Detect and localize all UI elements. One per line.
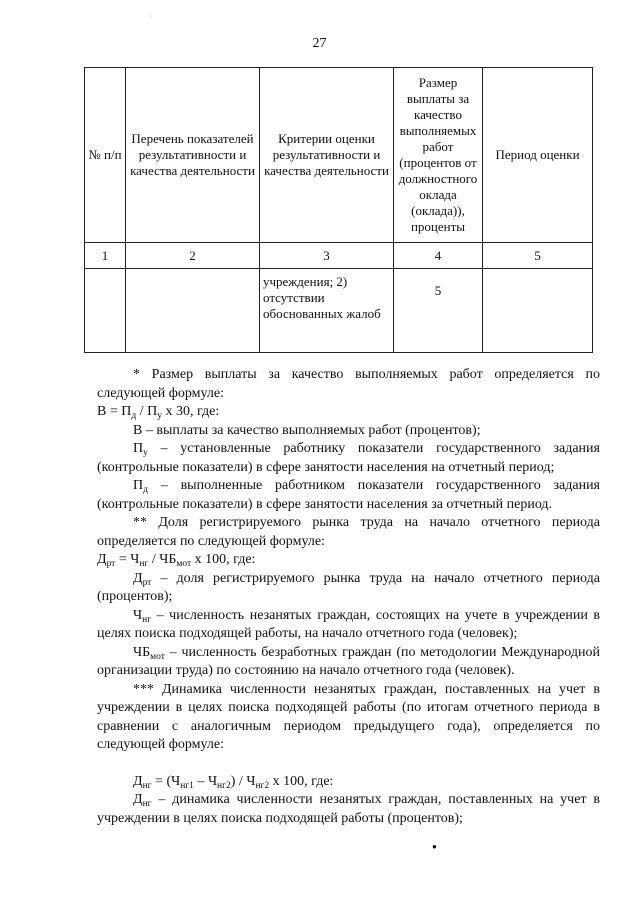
term-subscript: нг <box>142 614 152 625</box>
formula-text: х 100, где: <box>191 552 256 567</box>
term: Ч <box>133 607 143 623</box>
definition-dng <box>97 791 600 828</box>
formula-text: – Ч <box>193 773 218 789</box>
table-header-row <box>85 68 593 243</box>
note-2: ** Доля регистрируемого рынка труда на начало отчетного периода определяется по следующей формуле: <box>97 515 600 549</box>
header-cell-indicators: Перечень показателей результативности и качества деятельности <box>126 68 260 243</box>
definition-pd <box>97 477 600 514</box>
header-cell-period: Период оценки <box>483 68 593 243</box>
definition-v: В – выплаты за качество выполняемых работ (процентов); <box>133 422 481 438</box>
note-1: * Размер выплаты за качество выполняемых работ определяется по следующей формуле: <box>97 367 600 401</box>
row-period-cell <box>483 269 593 353</box>
header-cell-payment: Размер выплаты за качество выполняемых работ (процентов от должностного оклада (оклада)), проценты <box>394 68 483 243</box>
column-number-5: 5 <box>483 243 593 269</box>
formula-text: / ЧБ <box>148 552 177 567</box>
scan-speck: · <box>150 12 153 21</box>
definition-pu <box>97 440 600 477</box>
formula-subscript: у <box>157 411 162 421</box>
formula-text: х 100, где: <box>269 773 334 789</box>
column-number-4: 4 <box>394 243 483 269</box>
formula-subscript: д <box>131 411 137 421</box>
column-numbers-row <box>85 243 593 269</box>
row-number-cell <box>85 269 126 353</box>
formula-text: Д <box>97 552 107 567</box>
note-3: *** Динамика численности незанятых граждан, поставленных на учет в учреждении в целях поиска подходящей работы (по итогам отчетного периода в сравнении с аналогичным периодом предыдущего года), определяется по следующей формуле: <box>97 681 600 752</box>
definition-text: – численность незанятых граждан, состоящих на учете в учреждении в целях поиска подходящей работы, на начало отчетного года (человек); <box>97 607 600 641</box>
formula-share <box>97 551 600 570</box>
term: Д <box>133 792 143 807</box>
formula-subscript: нг2 <box>217 780 231 791</box>
term: ЧБ <box>133 644 151 660</box>
column-number-1: 1 <box>85 243 126 269</box>
formula-text: ) / Ч <box>230 773 256 789</box>
footnotes <box>97 366 600 828</box>
header-cell-number: № п/п <box>85 68 126 243</box>
table-row <box>85 269 593 353</box>
row-payment-cell: 5 <box>394 269 483 353</box>
term-subscript: у <box>143 448 148 458</box>
definition-chng <box>97 607 600 644</box>
term: П <box>133 478 144 493</box>
formula-subscript: рт <box>106 559 116 569</box>
formula-subscript: нг <box>139 559 149 569</box>
formula-text: В = П <box>97 404 132 419</box>
column-number-3: 3 <box>260 243 394 269</box>
row-indicator-cell <box>126 269 260 353</box>
definition-text: – выполненные работником показатели государственного задания (контрольные показатели) в сфере занятости населения за отчетный период. <box>97 478 600 512</box>
formula-text: Д <box>133 773 143 789</box>
term: Д <box>133 570 143 586</box>
definition-text: – численность безработных граждан (по методологии Международной организации труда) по состоянию на начало отчетного года (человек). <box>97 644 600 678</box>
term-subscript: мот <box>150 651 165 662</box>
formula-subscript: нг1 <box>180 780 194 791</box>
definition-drt <box>97 570 600 607</box>
row-criteria-cell: учреждения; 2) отсутствии обоснованных жалоб <box>260 269 394 353</box>
term-subscript: рт <box>142 577 152 588</box>
term-subscript: нг <box>142 799 152 809</box>
formula-subscript: нг <box>142 780 152 791</box>
formula-dynamics <box>97 773 600 792</box>
definition-text: – доля регистрируемого рынка труда на начало отчетного периода (процентов); <box>97 570 600 604</box>
term: П <box>133 441 144 456</box>
formula-payment <box>97 403 600 422</box>
term-subscript: д <box>143 485 148 495</box>
formula-text: х 30, где: <box>161 404 220 419</box>
definition-chbmot <box>97 644 600 681</box>
column-number-2: 2 <box>126 243 260 269</box>
criteria-table <box>84 67 593 353</box>
formula-text: / П <box>136 404 158 419</box>
formula-text: = (Ч <box>151 773 181 789</box>
definition-text: – динамика численности незанятых граждан, поставленных на учет в учреждении в целях поиска подходящей работы (процентов); <box>97 792 600 826</box>
page-number: 27 <box>312 36 327 51</box>
formula-text: = Ч <box>115 552 140 567</box>
scan-speck: ● <box>432 842 437 851</box>
header-cell-criteria: Критерии оценки результативности и качества деятельности <box>260 68 394 243</box>
definition-text: – установленные работнику показатели государственного задания (контрольные показатели) в сфере занятости населения на отчетный период; <box>97 441 600 475</box>
formula-subscript: мот <box>176 559 192 569</box>
formula-subscript: нг2 <box>255 780 270 791</box>
